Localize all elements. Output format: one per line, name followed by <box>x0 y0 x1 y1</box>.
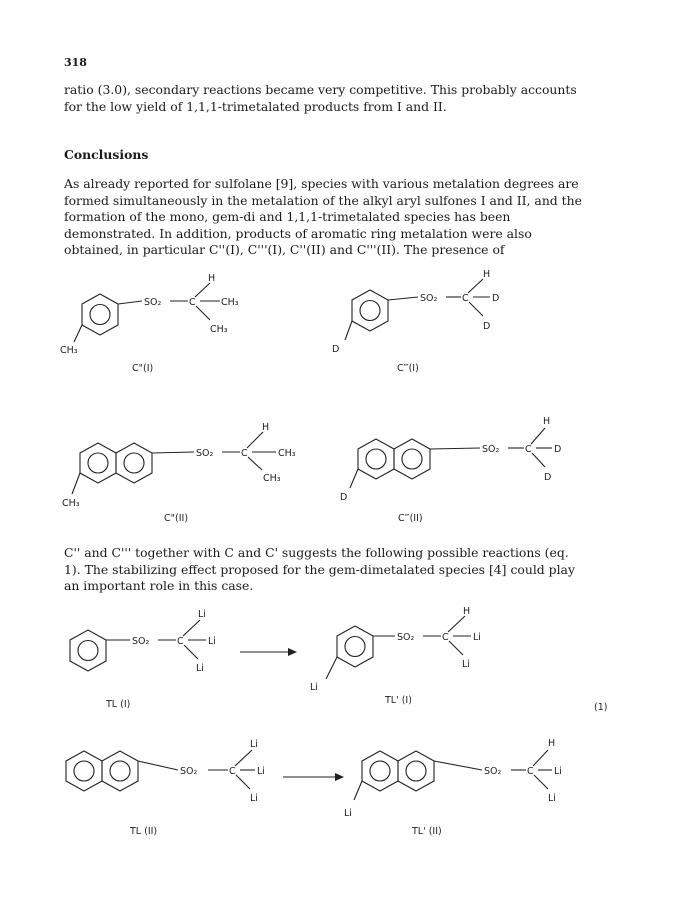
li-top-label: Li <box>250 739 258 750</box>
reaction-arrow <box>240 648 297 656</box>
ring-substituent-label: D <box>340 492 348 503</box>
d-right-label: D <box>554 444 562 455</box>
structure-tlp-II <box>344 738 562 837</box>
carbon-label: C <box>527 766 534 777</box>
structure-tlp-I <box>310 606 481 706</box>
so2-label: SO₂ <box>482 444 500 455</box>
ring-substituent-label: CH₃ <box>60 345 78 356</box>
ch3-right-label: CH₃ <box>278 448 296 459</box>
ring-substituent-label: D <box>332 344 340 355</box>
h-label: H <box>463 606 471 617</box>
so2-label: SO₂ <box>420 293 438 304</box>
so2-label: SO₂ <box>132 636 150 647</box>
caption-tlp-I: TL' (I) <box>385 695 412 706</box>
so2-label: SO₂ <box>484 766 502 777</box>
h-label: H <box>483 269 491 280</box>
structure-tl-I <box>70 609 216 710</box>
section-heading: Conclusions <box>64 147 149 162</box>
caption-tl-II: TL (II) <box>130 826 158 837</box>
h-label: H <box>543 416 551 427</box>
li-right-label: Li <box>208 636 216 647</box>
carbon-label: C <box>177 636 184 647</box>
li-top-label: Li <box>198 609 206 620</box>
ch3-down-label: CH₃ <box>210 324 228 335</box>
li-down-label: Li <box>196 663 204 674</box>
carbon-label: C <box>241 448 248 459</box>
li-right-label: Li <box>473 632 481 643</box>
caption-tlp-II: TL' (II) <box>412 826 442 837</box>
caption-c3-II: C‴(II) <box>398 513 423 524</box>
paragraph-3: C'' and C''' together with C and C' suggests the following possible reactions (eq. 1). The stabilizing effect proposed for the gem-dimetalated species [4] could play an important role in this case. <box>64 545 575 594</box>
structure-c3-II <box>340 416 561 524</box>
li-down-label: Li <box>548 793 556 804</box>
li-right-label: Li <box>257 766 265 777</box>
ring-substituent-label: Li <box>310 682 318 693</box>
carbon-label: C <box>442 632 449 643</box>
structure-c2-I <box>60 273 239 374</box>
caption-tl-I: TL (I) <box>106 699 131 710</box>
so2-label: SO₂ <box>196 448 214 459</box>
so2-label: SO₂ <box>397 632 415 643</box>
d-down-label: D <box>544 472 552 483</box>
d-right-label: D <box>492 293 500 304</box>
carbon-label: C <box>462 293 469 304</box>
h-label: H <box>262 422 270 433</box>
structure-c3-I <box>332 269 499 374</box>
structure-tl-II <box>66 739 265 837</box>
ring-substituent-label: Li <box>344 808 352 819</box>
equation-number: (1) <box>594 702 608 713</box>
li-down-label: Li <box>250 793 258 804</box>
caption-c2-II: C"(II) <box>164 513 189 524</box>
ch3-down-label: CH₃ <box>263 473 281 484</box>
ring-substituent-label: CH₃ <box>62 498 80 509</box>
li-down-label: Li <box>462 659 470 670</box>
page-number: 318 <box>64 56 87 69</box>
caption-c2-I: C"(I) <box>132 363 154 374</box>
carbon-label: C <box>525 444 532 455</box>
h-label: H <box>208 273 216 284</box>
paragraph-2: As already reported for sulfolane [9], species with various metalation degrees are formed simultaneously in the metalation of the alkyl aryl sulfones I and II, and the formation of the mono, gem-di and 1,1,1-trimetalated species has been demonstrated. In addition, products of aromatic ring metalation were also obtained, in particular C''(I), C'''(I), C''(II) and C'''(II). The presence of <box>64 176 582 258</box>
carbon-label: C <box>189 297 196 308</box>
carbon-label: C <box>229 766 236 777</box>
so2-label: SO₂ <box>144 297 162 308</box>
h-label: H <box>548 738 556 749</box>
so2-label: SO₂ <box>180 766 198 777</box>
d-down-label: D <box>483 321 491 332</box>
caption-c3-I: C‴(I) <box>397 363 419 374</box>
ch3-right-label: CH₃ <box>221 297 239 308</box>
reaction-arrow <box>283 773 344 781</box>
paragraph-1: ratio (3.0), secondary reactions became very competitive. This probably accounts for the low yield of 1,1,1-trimetalated products from I and II. <box>64 82 577 114</box>
structure-c2-II <box>62 422 296 524</box>
li-right-label: Li <box>554 766 562 777</box>
